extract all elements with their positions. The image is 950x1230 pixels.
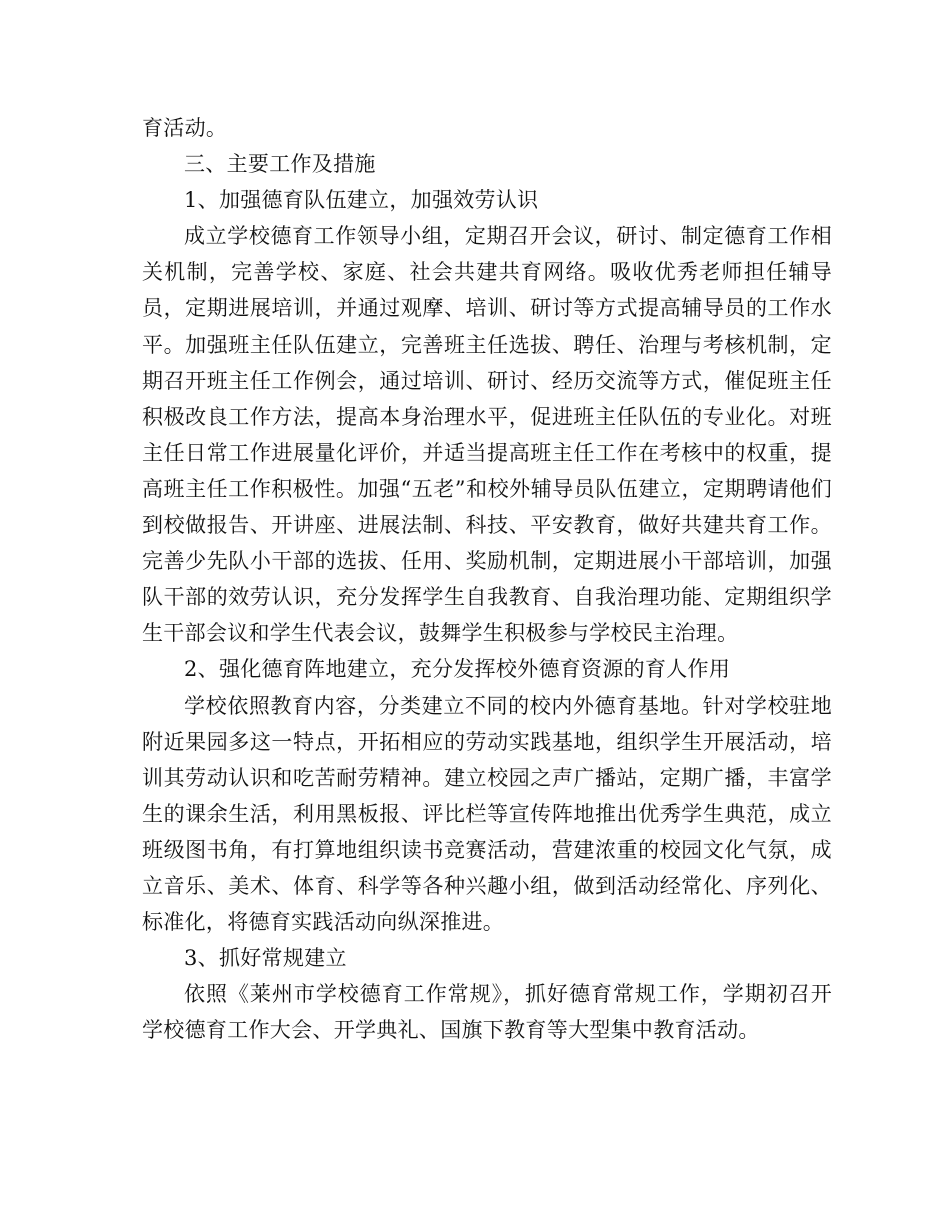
paragraph-routine: 依照《莱州市学校德育工作常规》，抓好德育常规工作，学期初召开学校德育工作大会、开学典礼、国旗下教育等大型集中教育活动。 — [142, 982, 832, 1043]
section-heading-main-work: 三、主要工作及措施 — [184, 152, 376, 177]
subheading-moral-base: 2、强化德育阵地建立，充分发挥校外德育资源的育人作用 — [184, 657, 731, 682]
subheading-routine: 3、抓好常规建立 — [184, 946, 347, 971]
paragraph-moral-base: 学校依照教育内容，分类建立不同的校内外德育基地。针对学校驻地附近果园多这一特点，开拓相应的劳动实践基地，组织学生开展活动，培训其劳动认识和吃苦耐劳精神。建立校园之声广播站，定期广播，丰富学生的课余生活，利用黑板报、评比栏等宣传阵地推出优秀学生典范，成立班级图书角，有打算地组织读书竞赛活动，营建浓重的校园文化气氛，成立音乐、美术、体育、科学等各种兴趣小组，做到活动经常化、序列化、标准化，将德育实践活动向纵深推进。 — [142, 693, 832, 935]
paragraph-team-building: 成立学校德育工作领导小组，定期召开会议，研讨、制定德育工作相关机制，完善学校、家庭、社会共建共育网络。吸收优秀老师担任辅导员，定期进展培训，并通过观摩、培训、研讨等方式提高辅导员的工作水平。加强班主任队伍建立，完善班主任选拔、聘任、治理与考核机制，定期召开班主任工作例会，通过培训、研讨、经历交流等方式，催促班主任积极改良工作方法，提高本身治理水平，促进班主任队伍的专业化。对班主任日常工作进展量化评价，并适当提高班主任工作在考核中的权重，提高班主任工作积极性。加强“五老”和校外辅导员队伍建立，定期聘请他们到校做报告、开讲座、进展法制、科技、平安教育，做好共建共育工作。完善少先队小干部的选拔、任用、奖励机制，定期进展小干部培训，加强队干部的效劳认识，充分发挥学生自我教育、自我治理功能、定期组织学生干部会议和学生代表会议，鼓舞学生积极参与学校民主治理。 — [142, 224, 832, 646]
subheading-team-building: 1、加强德育队伍建立，加强效劳认识 — [184, 188, 539, 213]
document-body — [142, 110, 832, 1048]
paragraph-continuation: 育活动。 — [142, 116, 228, 140]
